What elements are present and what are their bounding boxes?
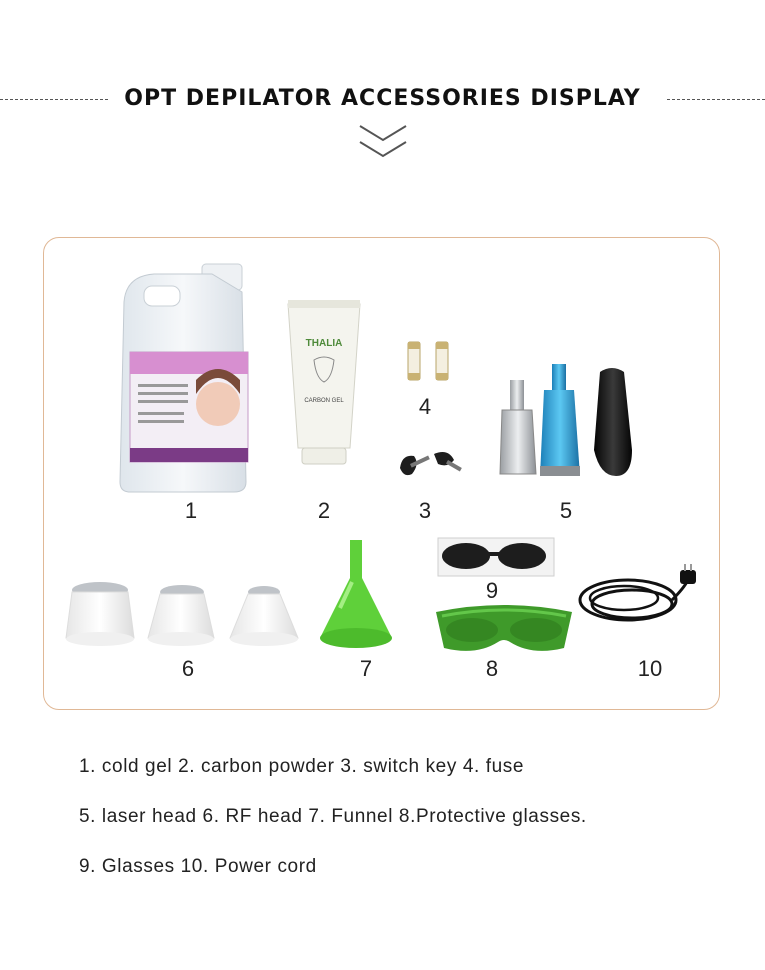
tube-name: CARBON GEL [304,398,344,404]
item-number-5: 5 [559,498,573,523]
item-number-7: 7 [359,656,373,681]
switch-key-icon [396,442,466,484]
protective-glasses-icon [432,598,576,660]
double-chevron-down-icon [358,122,408,162]
rf-head-icon [64,578,304,648]
item-number-4: 4 [418,394,432,419]
caption-line-1: 1. cold gel 2. carbon powder 3. switch key 4. fuse [79,756,525,777]
gel-jug-icon [114,262,254,494]
caption-line-2: 5. laser head 6. RF head 7. Funnel 8.Protective glasses. [79,806,587,827]
item-number-10: 10 [637,656,663,681]
accessories-panel [43,237,720,710]
item-number-6: 6 [181,656,195,681]
fuse-icon [406,338,456,384]
tube-brand: THALIA [305,338,343,349]
page-title: OPT DEPILATOR ACCESSORIES DISPLAY [124,86,641,111]
carbon-tube-icon [284,298,364,468]
item-number-2: 2 [317,498,331,523]
item-number-1: 1 [184,498,198,523]
header-divider-right [667,99,765,100]
power-cord-icon [576,564,706,634]
item-number-9: 9 [485,578,499,603]
funnel-icon [316,538,396,652]
glasses-icon [436,536,556,578]
item-number-3: 3 [418,498,432,523]
item-number-8: 8 [485,656,499,681]
laser-head-icon [496,362,646,486]
caption-line-3: 9. Glasses 10. Power cord [79,856,317,877]
